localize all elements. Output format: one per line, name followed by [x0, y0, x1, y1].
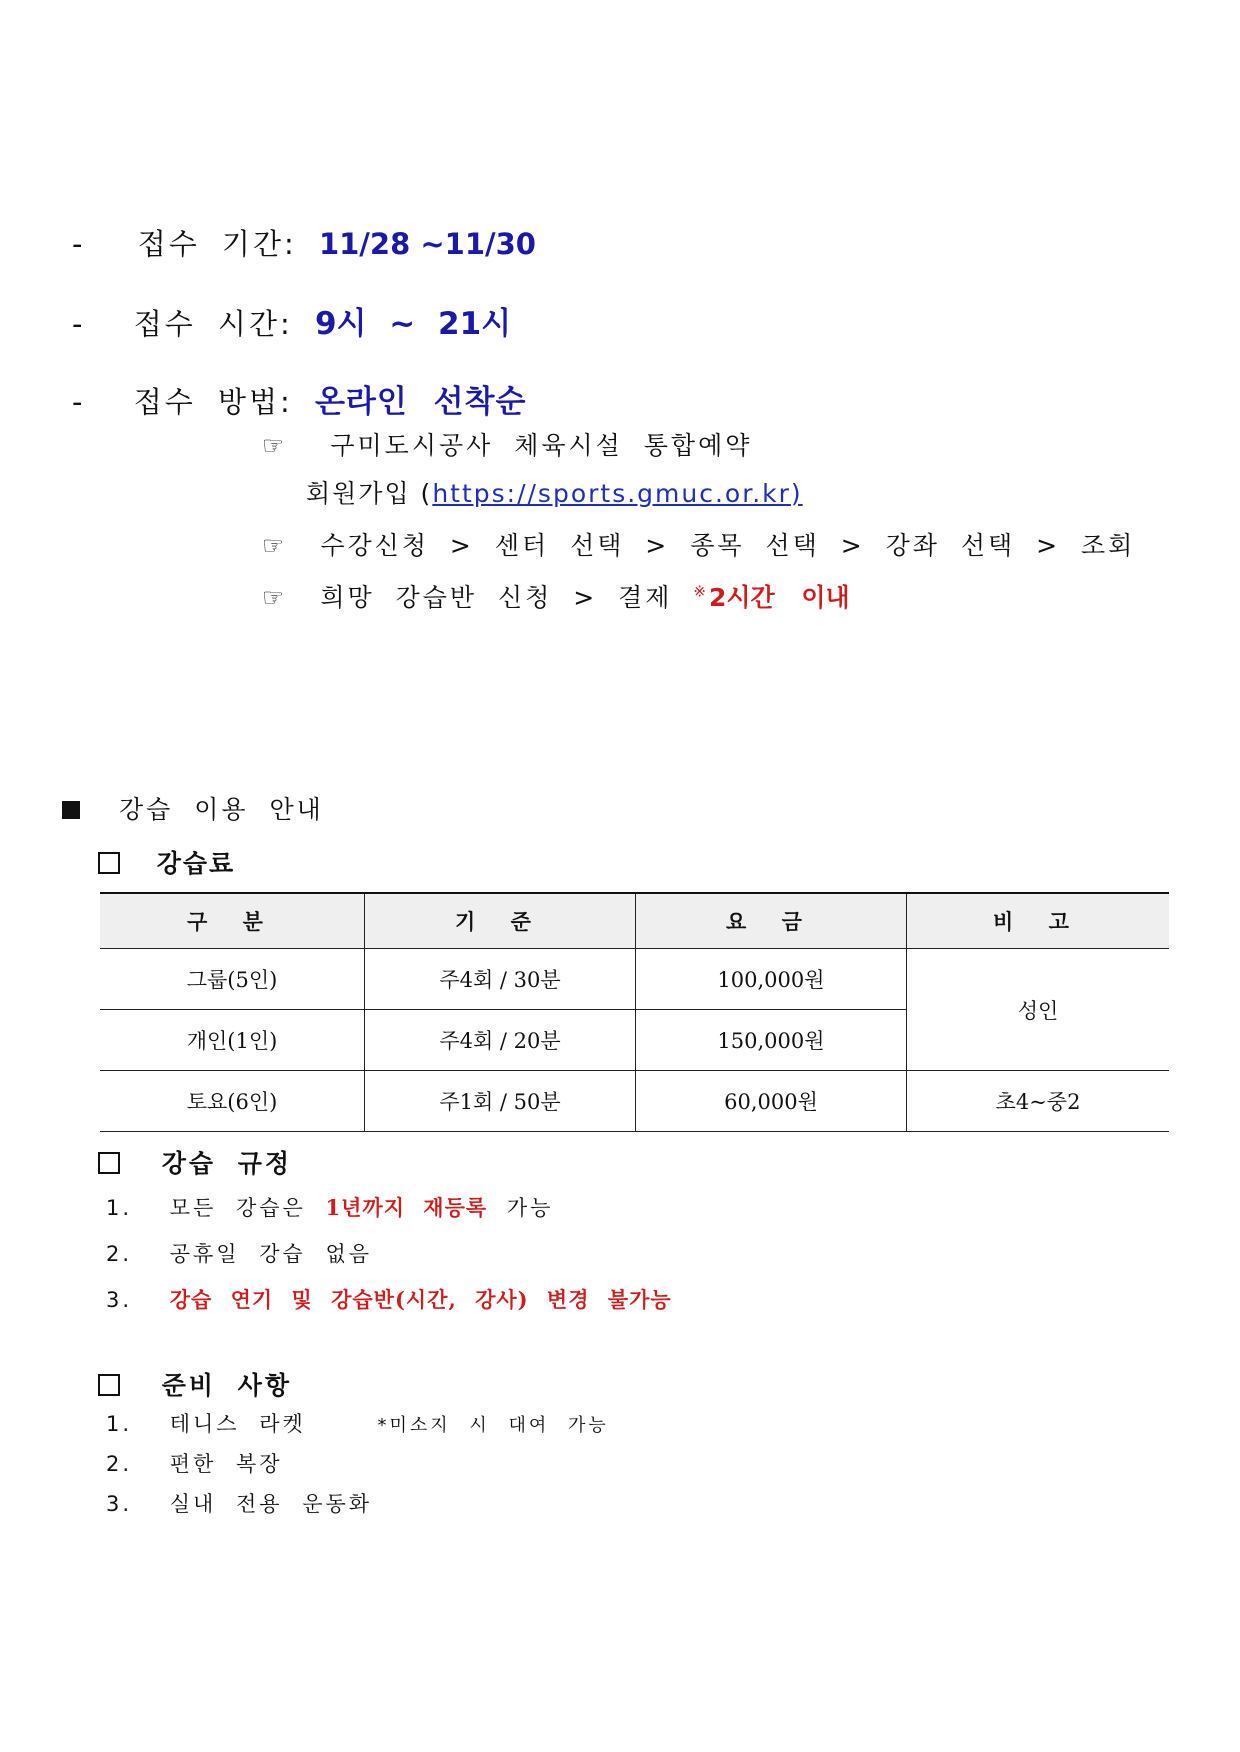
prep-title: [98, 1366, 292, 1402]
rules-title-text: 강습 규정: [161, 1149, 293, 1178]
header-category: 구 분: [100, 893, 365, 949]
fee-title: [98, 844, 235, 880]
step-1-line2: [306, 474, 803, 510]
rule-text: 가능: [506, 1196, 554, 1220]
prep-text: 실내 전용 운동화: [169, 1492, 373, 1516]
prep-title-text: 준비 사항: [161, 1371, 293, 1400]
guide-heading-text: 강습 이용 안내: [118, 795, 324, 824]
prep-note: *미소지 시 대여 가능: [377, 1415, 609, 1436]
cell-category: 개인(1인): [100, 1010, 365, 1071]
rule-highlight: 1년까지 재등록: [325, 1195, 488, 1220]
prep-item-2: [106, 1448, 283, 1478]
step-3-note: 2시간 이내: [709, 583, 850, 612]
cell-category: 토요(6인): [100, 1071, 365, 1132]
list-number: 1.: [106, 1196, 133, 1220]
time-label: 접수 시간:: [133, 307, 293, 341]
bullet: -: [72, 307, 86, 341]
list-number: 3.: [106, 1288, 133, 1312]
fee-table: [100, 892, 1169, 1132]
rule-highlight: 강습 연기 및 강습반(시간, 강사) 변경 불가능: [169, 1287, 672, 1312]
hand-pointer-icon: ☞: [262, 583, 288, 612]
hand-pointer-icon: ☞: [262, 531, 288, 560]
hand-pointer-icon: ☞: [262, 431, 288, 460]
prep-text: 테니스 라켓: [169, 1412, 306, 1436]
rule-item-2: [106, 1238, 372, 1268]
rule-text: 모든 강습은: [169, 1196, 306, 1220]
bullet: -: [72, 227, 86, 261]
method-label: 접수 방법:: [133, 385, 293, 419]
method-line: [72, 376, 526, 421]
table-row: [100, 1071, 1169, 1132]
period-line: [72, 222, 536, 263]
cell-fee: 60,000원: [636, 1071, 907, 1132]
table-header-row: [100, 893, 1169, 949]
step-2-text: 수강신청 > 센터 선택 > 종목 선택 > 강좌 선택 > 조회: [320, 531, 1136, 560]
prep-text: 편한 복장: [169, 1452, 283, 1476]
checkbox-icon: [98, 1152, 120, 1174]
cell-basis: 주4회 / 30분: [365, 949, 636, 1010]
cell-basis: 주1회 / 50분: [365, 1071, 636, 1132]
black-square-icon: [62, 801, 80, 819]
note-mark: ※: [693, 582, 709, 601]
booking-site-link[interactable]: https://sports.gmuc.or.kr: [432, 479, 791, 508]
cell-category: 그룹(5인): [100, 949, 365, 1010]
rules-title: [98, 1144, 292, 1180]
prep-item-1: [106, 1408, 609, 1438]
step-3-text: 희망 강습반 신청 > 결제: [320, 583, 673, 612]
rule-item-3: [106, 1284, 672, 1314]
bullet: -: [72, 385, 86, 419]
signup-close-paren: ): [790, 479, 803, 508]
step-1-text: 구미도시공사 체육시설 통합예약: [330, 431, 753, 460]
list-number: 1.: [106, 1412, 133, 1436]
rule-item-1: [106, 1192, 553, 1222]
rule-text: 공휴일 강습 없음: [169, 1242, 373, 1266]
cell-fee: 100,000원: [636, 949, 907, 1010]
guide-heading: [62, 790, 324, 826]
cell-basis: 주4회 / 20분: [365, 1010, 636, 1071]
list-number: 2.: [106, 1242, 133, 1266]
signup-text: 회원가입 (: [306, 479, 433, 508]
list-number: 3.: [106, 1492, 133, 1516]
cell-fee: 150,000원: [636, 1010, 907, 1071]
step-3-line: [262, 578, 850, 614]
checkbox-icon: [98, 852, 120, 874]
cell-note-merged: 성인: [907, 949, 1170, 1071]
time-line: [72, 298, 511, 343]
time-value: 9시 ~ 21시: [314, 306, 512, 342]
period-label: 접수 기간:: [137, 227, 297, 261]
cell-note: 초4~중2: [907, 1071, 1170, 1132]
checkbox-icon: [98, 1374, 120, 1396]
step-1-line1: [262, 426, 752, 462]
table-row: [100, 949, 1169, 1010]
period-value: 11/28 ~11/30: [318, 227, 536, 261]
step-2-line: [262, 526, 1135, 562]
list-number: 2.: [106, 1452, 133, 1476]
header-basis: 기 준: [365, 893, 636, 949]
fee-title-text: 강습료: [156, 849, 236, 878]
method-value: 온라인 선착순: [314, 384, 527, 420]
header-note: 비 고: [907, 893, 1170, 949]
header-fee: 요 금: [636, 893, 907, 949]
prep-item-3: [106, 1488, 372, 1518]
